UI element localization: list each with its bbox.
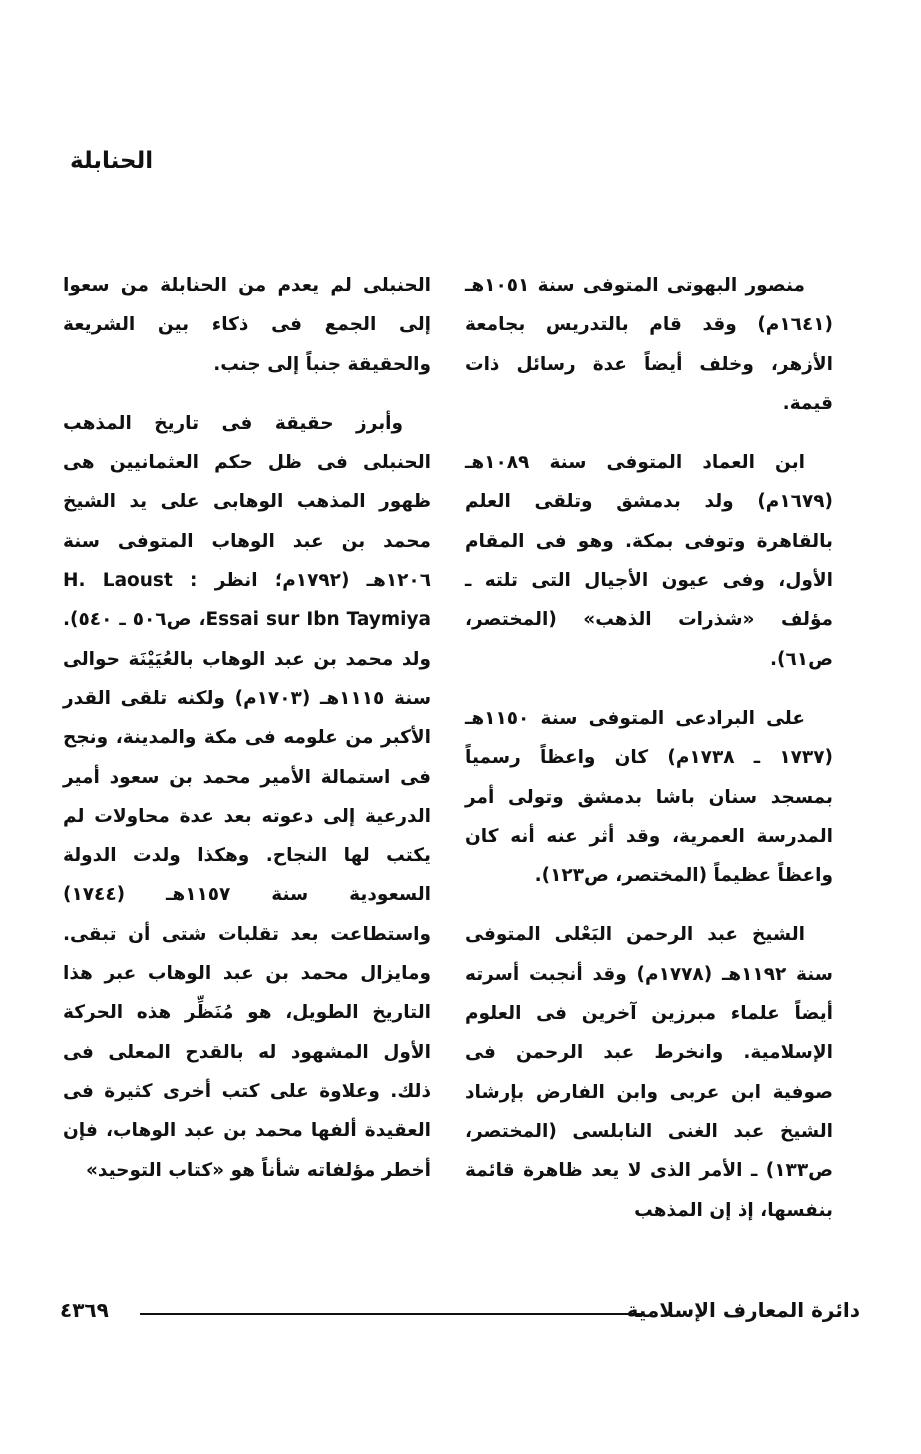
paragraph-ibn-al-imad: ابن العماد المتوفى سنة ١٠٨٩هـ (١٦٧٩م) ولد بدمشق وتلقى العلم بالقاهرة وتوفى بمكة. وهو فى المقام الأول، وفى عيون الأجيال التى تلته ـ مؤلف «شذرات الذهب» (المختصر، ص٦١). (465, 452, 833, 670)
paragraph-continuation: الحنبلى لم يعدم من الحنابلة من سعوا إلى الجمع فى ذكاء بين الشريعة والحقيقة جنباً إلى جنب. (63, 275, 431, 375)
paragraph-ali-baradi: على البرادعى المتوفى سنة ١١٥٠هـ (١٧٣٧ ـ ١٧٣٨م) كان واعظاً رسمياً بمسجد سنان باشا بدمشق وتولى أمر المدرسة العمرية، وقد أثر عنه أنه كان واعظاً عظيماً (المختصر، ص١٢٣). (465, 707, 833, 887)
right-column (465, 266, 833, 1250)
paragraph-abd-al-rahman-bali: الشيخ عبد الرحمن البَعْلى المتوفى سنة ١١٩٢هـ (١٧٧٨م) وقد أنجبت أسرته أيضاً علماء مبرزين آخرين فى العلوم الإسلامية. وانخرط عبد الرحمن فى صوفية ابن عربى وابن الفارض بإرشاد الشيخ عبد الغنى النابلسى (المختصر، ص١٣٣) ـ الأمر الذى لا يعد ظاهرة قائمة بنفسها، إذ إن المذهب (465, 924, 834, 1221)
page-footer (60, 1298, 860, 1330)
left-column (63, 266, 431, 1210)
paragraph-wahhabi-movement: وأبرز حقيقة فى تاريخ المذهب الحنبلى فى ظل حكم العثمانيين هى ظهور المذهب الوهابى على يد الشيخ محمد بن عبد الوهاب المتوفى سنة ١٢٠٦هـ (١٧٩٢م؛ انظر H. Laoust : Essai sur Ibn Taymiya، ص٥٠٦ ـ ٥٤٠). ولد محمد بن عبد الوهاب بالعُيَيْنَة حوالى سنة ١١١٥هـ (١٧٠٣م) ولكنه تلقى القدر الأكبر من علومه فى مكة والمدينة، ونجح فى استمالة الأمير محمد بن سعود أمير الدرعية إلى دعوته بعد عدة محاولات لم يكتب لها النجاح. وهكذا ولدت الدولة السعودية سنة ١١٥٧هـ (١٧٤٤) واستطاعت بعد تقلبات شتى أن تبقى. ومايزال محمد بن عبد الوهاب عبر هذا التاريخ الطويل، هو مُنَظِّر هذه الحركة الأول المشهود له بالقدح المعلى فى ذلك. وعلاوة على كتب أخرى كثيرة فى العقيدة ألفها محمد بن عبد الوهاب، فإن أخطر مؤلفاته شأناً هو «كتاب التوحيد» (63, 412, 432, 1181)
page-number: ٤٣٦٩ (60, 1298, 109, 1322)
footer-encyclopedia-title: دائرة المعارف الإسلامية (626, 1298, 860, 1322)
running-header: الحنابلة (70, 148, 154, 174)
footer-divider (140, 1313, 642, 1315)
paragraph-mansur-bahuti: منصور البهوتى المتوفى سنة ١٠٥١هـ (١٦٤١م) وقد قام بالتدريس بجامعة الأزهر، وخلف أيضاً عدة رسائل ذات قيمة. (465, 275, 833, 414)
